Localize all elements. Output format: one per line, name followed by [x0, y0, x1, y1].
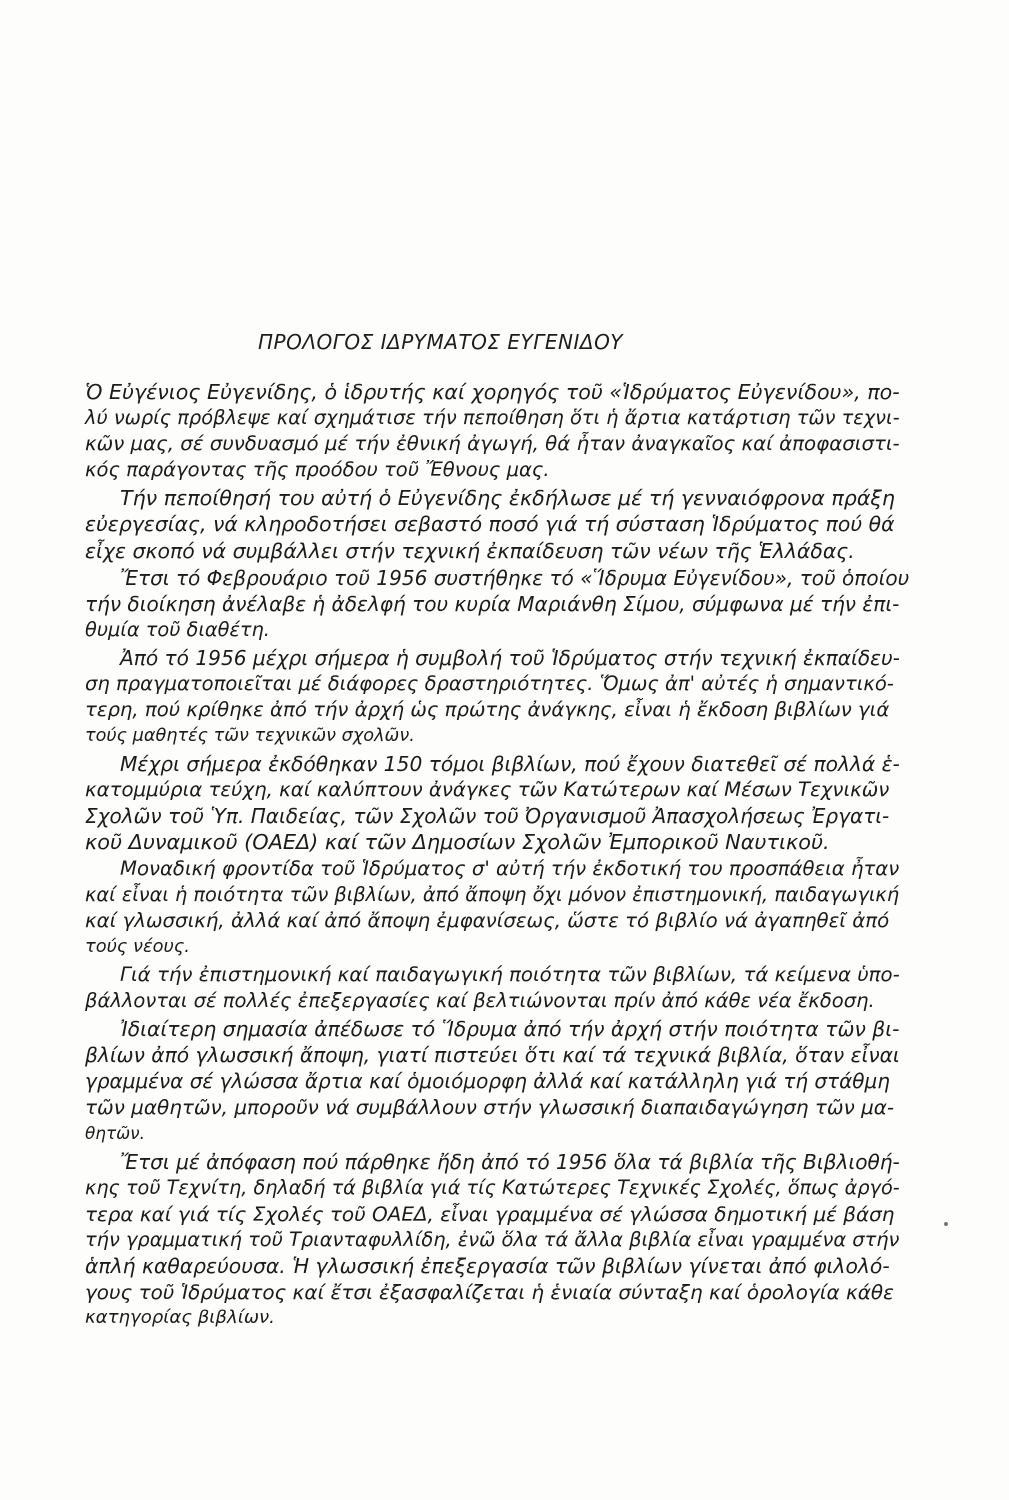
text-line: εἶχε σκοπό νά συμβάλλει στήν τεχνική ἐκπαίδευση τῶν νέων τῆς Ἑλλάδας.	[85, 539, 855, 563]
text-line: τερη, πού κρίθηκε ἀπό τήν ἀρχή ὡς πρώτης ἀνάγκης, εἶναι ἡ ἔκδοση βιβλίων γιά	[85, 698, 890, 721]
text-line: εὐεργεσίας, νά κληροδοτήσει σεβαστό ποσό γιά τή σύσταση Ἱδρύματος πού θά	[85, 512, 895, 536]
text-line: κατηγορίας βιβλίων.	[85, 1307, 275, 1328]
text-line: Ἔτσι τό Φεβρουάριο τοῦ 1956 συστήθηκε τό «Ἵδρυμα Εὐγενίδου», τοῦ ὁποίου	[120, 566, 910, 590]
text-line: Ἰδιαίτερη σημασία ἀπέδωσε τό Ἵδρυμα ἀπό τήν ἀρχή στήν ποιότητα τῶν βι-	[120, 1017, 900, 1041]
text-line: τήν γραμματική τοῦ Τριανταφυλλίδη, ἐνῶ ὅλα τά ἄλλα βιβλία εἶναι γραμμένα στήν	[85, 1228, 900, 1251]
text-line: κός παράγοντας τῆς προόδου τοῦ Ἔθνους μας.	[85, 458, 550, 481]
text-line: ἁπλή καθαρεύουσα. Ἡ γλωσσική ἐπεξεργασία τῶν βιβλίων γίνεται ἀπό φιλολό-	[85, 1254, 890, 1278]
scan-speck	[944, 1222, 948, 1226]
text-line: καί εἶναι ἡ ποιότητα τῶν βιβλίων, ἀπό ἄποψη ὄχι μόνον ἐπιστημονική, παιδαγωγική	[85, 883, 900, 906]
text-line: Μέχρι σήμερα ἐκδόθηκαν 150 τόμοι βιβλίων, πού ἔχουν διατεθεῖ σέ πολλά ἑ-	[120, 752, 900, 776]
page-title: ΠΡΟΛΟΓΟΣ ΙΔΡΥΜΑΤΟΣ ΕΥΓΕΝΙΔΟΥ	[258, 330, 624, 354]
text-line: τούς μαθητές τῶν τεχνικῶν σχολῶν.	[85, 726, 415, 746]
text-line: κῶν μας, σέ συνδυασμό μέ τήν ἐθνική ἀγωγή, θά ἦταν ἀναγκαῖος καί ἀποφασιστι-	[85, 432, 900, 455]
text-line: Γιά τήν ἐπιστημονική καί παιδαγωγική ποιότητα τῶν βιβλίων, τά κείμενα ὑπο-	[120, 963, 900, 986]
text-line: καί γλωσσική, ἀλλά καί ἀπό ἄποψη ἐμφανίσεως, ὥστε τό βιβλίο νά ἀγαπηθεῖ ἀπό	[85, 909, 890, 932]
text-line: τήν διοίκηση ἀνέλαβε ἡ ἀδελφή του κυρία Μαριάνθη Σίμου, σύμφωνα μέ τήν ἐπι-	[85, 592, 900, 616]
text-line: τερα καί γιά τίς Σχολές τοῦ ΟΑΕΔ, εἶναι γραμμένα σέ γλώσσα δημοτική μέ βάση	[85, 1202, 895, 1226]
text-line: Ἀπό τό 1956 μέχρι σήμερα ἡ συμβολή τοῦ Ἱδρύματος στήν τεχνική ἐκπαίδευ-	[120, 646, 900, 670]
text-line: λύ νωρίς πρόβλεψε καί σχημάτισε τήν πεποίθηση ὅτι ἡ ἄρτια κατάρτιση τῶν τεχνι-	[85, 406, 900, 429]
text-line: θυμία τοῦ διαθέτη.	[85, 618, 270, 641]
text-line: γραμμένα σέ γλώσσα ἄρτια καί ὁμοιόμορφη ἀλλά καί κατάλληλη γιά τή στάθμη	[85, 1069, 890, 1093]
text-line: Ὁ Εὐγένιος Εὐγενίδης, ὁ ἱδρυτής καί χορηγός τοῦ «Ἱδρύματος Εὐγενίδου», πο-	[85, 380, 900, 404]
text-line: Σχολῶν τοῦ Ὑπ. Παιδείας, τῶν Σχολῶν τοῦ Ὀργανισμοῦ Ἀπασχολήσεως Ἐργατι-	[85, 804, 890, 828]
text-line: τούς νέους.	[85, 936, 190, 957]
text-line: Ἔτσι μέ ἀπόφαση πού πάρθηκε ἤδη ἀπό τό 1956 ὅλα τά βιβλία τῆς Βιβλιοθή-	[120, 1150, 900, 1174]
text-line: βάλλονται σέ πολλές ἐπεξεργασίες καί βελτιώνονται πρίν ἀπό κάθε νέα ἔκδοση.	[85, 989, 875, 1012]
text-line: κατομμύρια τεύχη, καί καλύπτουν ἀνάγκες τῶν Κατώτερων καί Μέσων Τεχνικῶν	[85, 778, 890, 801]
text-line: Τήν πεποίθησή του αὐτή ὁ Εὐγενίδης ἐκδήλωσε μέ τή γενναιόφρονα πράξη	[120, 486, 895, 510]
text-line: τῶν μαθητῶν, μποροῦν νά συμβάλλουν στήν γλωσσική διαπαιδαγώγηση τῶν μα-	[85, 1095, 895, 1119]
text-line: Μοναδική φροντίδα τοῦ Ἱδρύματος σ' αὐτή τήν ἐκδοτική του προσπάθεια ἦταν	[120, 857, 900, 880]
text-line: θητῶν.	[85, 1123, 145, 1143]
text-line: βλίων ἀπό γλωσσική ἄποψη, γιατί πιστεύει ὅτι καί τά τεχνικά βιβλία, ὅταν εἶναι	[85, 1043, 900, 1067]
text-line: ση πραγματοποιεῖται μέ διάφορες δραστηριότητες. Ὅμως ἀπ' αὐτές ἡ σημαντικό-	[85, 672, 894, 695]
text-line: γους τοῦ Ἱδρύματος καί ἔτσι ἐξασφαλίζεται ἡ ἑνιαία σύνταξη καί ὁρολογία κάθε	[85, 1280, 894, 1304]
text-line: κης τοῦ Τεχνίτη, δηλαδή τά βιβλία γιά τίς Κατώτερες Τεχνικές Σχολές, ὅπως ἀργό-	[85, 1176, 900, 1199]
text-line: κοῦ Δυναμικοῦ (ΟΑΕΔ) καί τῶν Δημοσίων Σχολῶν Ἐμπορικοῦ Ναυτικοῦ.	[85, 830, 830, 854]
